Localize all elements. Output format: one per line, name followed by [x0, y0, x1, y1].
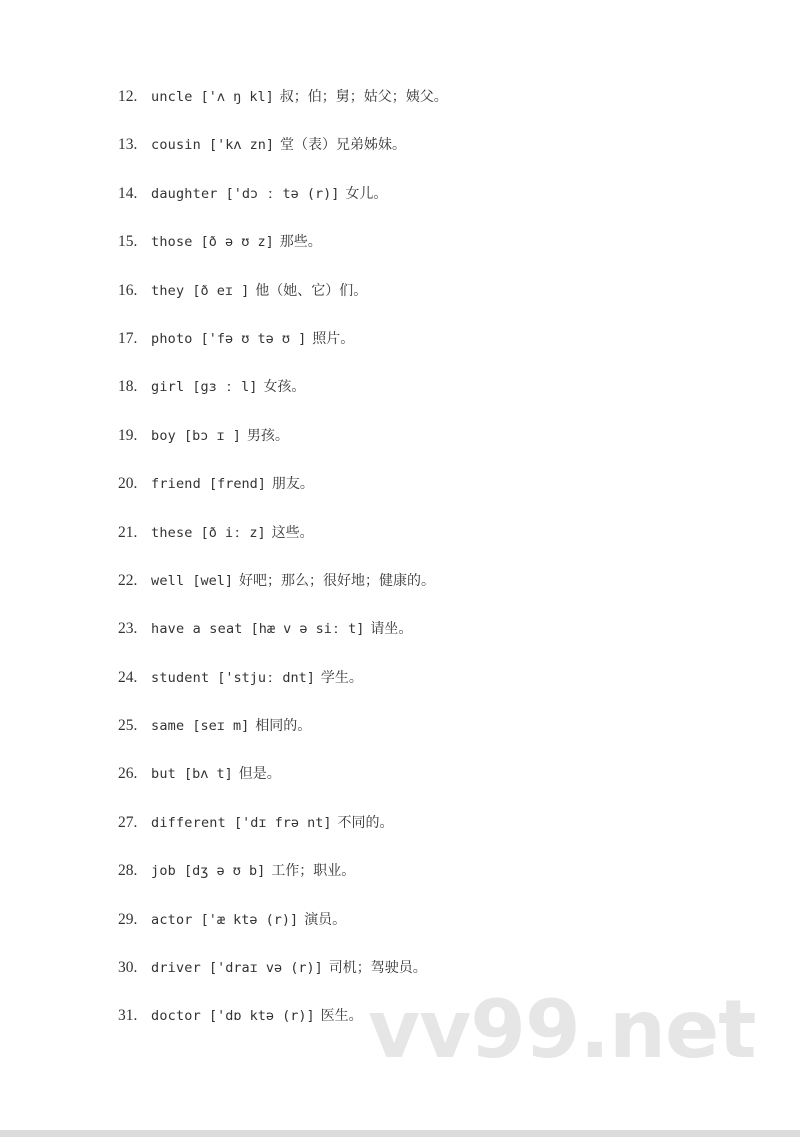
entry-word: those: [151, 234, 193, 251]
entry-phonetic: ['dɔ ː tə (r)]: [225, 185, 340, 202]
entry-meaning: 相同的。: [255, 718, 312, 735]
entry-meaning: 女孩。: [263, 379, 306, 396]
entry-number: 13.: [118, 136, 138, 154]
entry-number: 16.: [118, 281, 138, 299]
entry-meaning: 学生。: [320, 669, 363, 686]
entry-meaning: 男孩。: [246, 427, 289, 444]
entry-phonetic: [dʒ ə ʊ b]: [183, 863, 266, 880]
entry-phonetic: ['ʌ ŋ kl]: [200, 89, 274, 105]
entry-number: 29.: [118, 910, 138, 928]
entry-word: well: [151, 572, 185, 589]
entry-number: 19.: [118, 426, 138, 444]
entry-phonetic: [ð iː z]: [200, 524, 266, 541]
vocab-entry: [118, 84, 448, 132]
entry-word: doctor: [151, 1008, 201, 1025]
entry-number: 20.: [118, 475, 138, 493]
vocab-entry: [118, 374, 448, 422]
entry-number: 30.: [118, 959, 138, 977]
entry-number: 26.: [118, 765, 138, 783]
vocab-entry: [118, 713, 448, 761]
vocab-entry: [118, 810, 448, 858]
entry-word: student: [151, 669, 210, 686]
vocab-entry: [118, 181, 448, 229]
entry-number: 27.: [118, 813, 138, 831]
entry-meaning: 好吧；那么；很好地；健康的。: [238, 572, 435, 589]
entry-phonetic: ['dɪ frə nt]: [233, 814, 332, 831]
entry-phonetic: [bɔ ɪ ]: [183, 427, 241, 444]
entry-word: daughter: [151, 185, 218, 202]
entry-word: photo: [151, 330, 193, 347]
entry-word: driver: [151, 960, 201, 977]
vocab-entry: [118, 858, 448, 906]
entry-word: but: [151, 766, 176, 783]
entry-word: they: [151, 282, 185, 299]
entry-phonetic: [hæ v ə siː t]: [250, 621, 365, 638]
vocab-entry: [118, 665, 448, 713]
entry-phonetic: [wel]: [192, 572, 233, 589]
entry-word: have a seat: [151, 621, 243, 638]
entry-phonetic: ['draɪ və (r)]: [208, 960, 323, 977]
entry-meaning: 那些。: [279, 234, 322, 251]
entry-phonetic: ['stjuː dnt]: [217, 669, 315, 686]
entry-number: 23.: [118, 620, 138, 638]
vocab-entry: [118, 520, 448, 568]
entry-phonetic: [ð eɪ ]: [192, 282, 250, 299]
entry-number: 17.: [118, 329, 138, 347]
entry-meaning: 朋友。: [271, 476, 314, 493]
site-watermark: vv99.net: [368, 983, 756, 1076]
vocabulary-list: [118, 84, 448, 1052]
entry-phonetic: ['kʌ zn]: [208, 137, 274, 154]
entry-word: different: [151, 814, 226, 831]
vocab-entry: [118, 326, 448, 374]
entry-meaning: 请坐。: [370, 621, 413, 638]
entry-phonetic: ['æ ktə (r)]: [200, 911, 299, 928]
entry-number: 22.: [118, 571, 138, 589]
vocab-entry: [118, 616, 448, 664]
entry-number: 21.: [118, 523, 138, 541]
entry-word: these: [151, 524, 193, 541]
entry-meaning: 演员。: [304, 911, 347, 928]
vocab-entry: [118, 278, 448, 326]
vocab-entry: [118, 423, 448, 471]
entry-word: cousin: [151, 137, 201, 154]
entry-meaning: 不同的。: [337, 814, 394, 831]
entry-meaning: 照片。: [312, 330, 355, 347]
entry-word: job: [151, 863, 176, 880]
entry-meaning: 女儿。: [345, 185, 388, 202]
entry-meaning: 叔；伯；舅；姑父；姨父。: [279, 89, 448, 105]
entry-phonetic: [gɜ ː l]: [192, 379, 258, 396]
entry-word: friend: [151, 476, 201, 493]
entry-word: girl: [151, 379, 185, 396]
entry-number: 18.: [118, 378, 138, 396]
entry-word: same: [151, 718, 185, 735]
entry-phonetic: [frend]: [208, 476, 266, 493]
entry-phonetic: ['fə ʊ tə ʊ ]: [200, 330, 307, 347]
vocab-entry: [118, 761, 448, 809]
page-bottom-edge: [0, 1130, 800, 1137]
entry-meaning: 工作；职业。: [271, 863, 356, 880]
entry-number: 25.: [118, 717, 138, 735]
entry-number: 15.: [118, 233, 138, 251]
entry-meaning: 这些。: [271, 524, 314, 541]
entry-meaning: 但是。: [238, 766, 281, 783]
entry-meaning: 医生。: [320, 1008, 363, 1025]
entry-number: 12.: [118, 88, 138, 105]
vocab-entry: [118, 132, 448, 180]
entry-number: 28.: [118, 862, 138, 880]
vocab-entry: [118, 907, 448, 955]
entry-word: uncle: [151, 89, 193, 105]
entry-number: 31.: [118, 1007, 138, 1025]
entry-word: actor: [151, 911, 193, 928]
entry-meaning: 司机；驾驶员。: [328, 960, 427, 977]
entry-phonetic: [seɪ m]: [192, 718, 250, 735]
entry-meaning: 堂（表）兄弟姊妹。: [280, 137, 406, 154]
vocab-entry: [118, 229, 448, 277]
entry-phonetic: ['dɒ ktə (r)]: [208, 1008, 315, 1025]
entry-phonetic: [ð ə ʊ z]: [200, 234, 274, 251]
entry-number: 24.: [118, 668, 138, 686]
vocab-entry: [118, 471, 448, 519]
entry-phonetic: [bʌ t]: [183, 766, 233, 783]
entry-meaning: 他（她、它）们。: [255, 282, 368, 299]
entry-word: boy: [151, 427, 176, 444]
vocab-entry: [118, 568, 448, 616]
entry-number: 14.: [118, 184, 138, 202]
